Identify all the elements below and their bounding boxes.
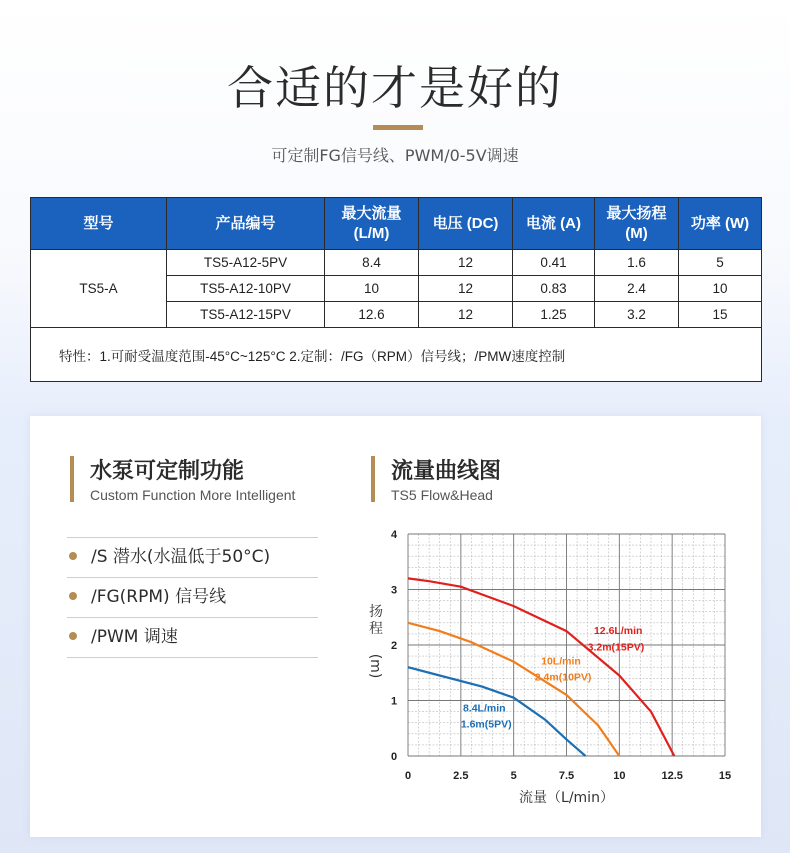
x-tick-label: 2.5: [453, 770, 469, 782]
column-header: 型号: [31, 198, 167, 250]
table-cell: 15: [679, 302, 762, 328]
features-title: 水泵可定制功能: [90, 459, 245, 484]
x-tick-label: 12.5: [661, 770, 683, 782]
table-cell: 12: [419, 276, 513, 302]
note-row: [31, 328, 762, 382]
table-cell: 12.6: [325, 302, 419, 328]
column-header: 电压 (DC): [419, 198, 513, 250]
page-subtitle: 可定制FG信号线、PWM/0-5V调速: [271, 146, 519, 165]
y-tick-label: 2: [390, 640, 398, 652]
table-cell: 3.2: [595, 302, 679, 328]
table-row: [31, 250, 762, 276]
column-header: 功率 (W): [679, 198, 762, 250]
table-cell: 12: [419, 250, 513, 276]
features-subtitle: Custom Function More Intelligent: [90, 487, 296, 503]
feature-item: /S 潜水(水温低于50°C): [67, 538, 318, 578]
data-label: 8.4L/min: [462, 702, 506, 715]
feature-item: /PWM 调速: [67, 618, 318, 658]
data-label: 10L/min: [541, 655, 581, 668]
column-header: 产品编号: [167, 198, 325, 250]
y-tick-label: 0: [390, 751, 398, 763]
y-axis-unit-label: (m): [367, 653, 383, 679]
table-cell: TS5-A12-15PV: [167, 302, 325, 328]
chart-subtitle: TS5 Flow&Head: [391, 487, 493, 503]
table-cell: TS5-A12-10PV: [167, 276, 325, 302]
table-cell: 8.4: [325, 250, 419, 276]
title-divider: [373, 125, 423, 130]
column-header: 最大扬程 (M): [595, 198, 679, 250]
table-cell: 1.25: [513, 302, 595, 328]
flow-head-chart: [30, 416, 761, 837]
data-label: 1.6m(5PV): [460, 718, 512, 731]
feature-card: [30, 416, 761, 837]
x-tick-label: 15: [718, 770, 732, 782]
model-cell: TS5-A: [31, 250, 167, 328]
table-cell: 0.83: [513, 276, 595, 302]
table-cell: 2.4: [595, 276, 679, 302]
chart-title: 流量曲线图: [391, 459, 502, 484]
table-cell: 1.6: [595, 250, 679, 276]
data-label: 2.4m(10PV): [534, 671, 592, 684]
spec-table-header: [31, 198, 762, 250]
x-tick-label: 7.5: [558, 770, 575, 782]
table-cell: 12: [419, 302, 513, 328]
column-header: 最大流量 (L/M): [325, 198, 419, 250]
x-tick-label: 10: [613, 770, 626, 782]
y-tick-label: 3: [390, 584, 398, 597]
x-axis-label: 流量（L/min）: [519, 790, 614, 806]
column-header: 电流 (A): [513, 198, 595, 250]
table-cell: TS5-A12-5PV: [167, 250, 325, 276]
page-title: 合适的才是好的: [227, 61, 563, 115]
x-tick-label: 5: [510, 770, 517, 782]
spec-table: [30, 197, 762, 382]
table-cell: 10: [679, 276, 762, 302]
y-axis-label: 扬程: [369, 604, 383, 637]
table-cell: 5: [679, 250, 762, 276]
y-tick-label: 4: [390, 529, 398, 541]
features-note: 特性：1.可耐受温度范围-45°C~125°C 2.定制：/FG（RPM）信号线；/PMW速度控制: [31, 328, 762, 382]
table-cell: 0.41: [513, 250, 595, 276]
table-cell: 10: [325, 276, 419, 302]
data-label: 12.6L/min: [593, 624, 643, 637]
data-label: 3.2m(15PV): [587, 641, 645, 654]
feature-item: /FG(RPM) 信号线: [67, 578, 318, 618]
x-tick-label: 0: [404, 770, 412, 782]
y-tick-label: 1: [390, 695, 398, 708]
